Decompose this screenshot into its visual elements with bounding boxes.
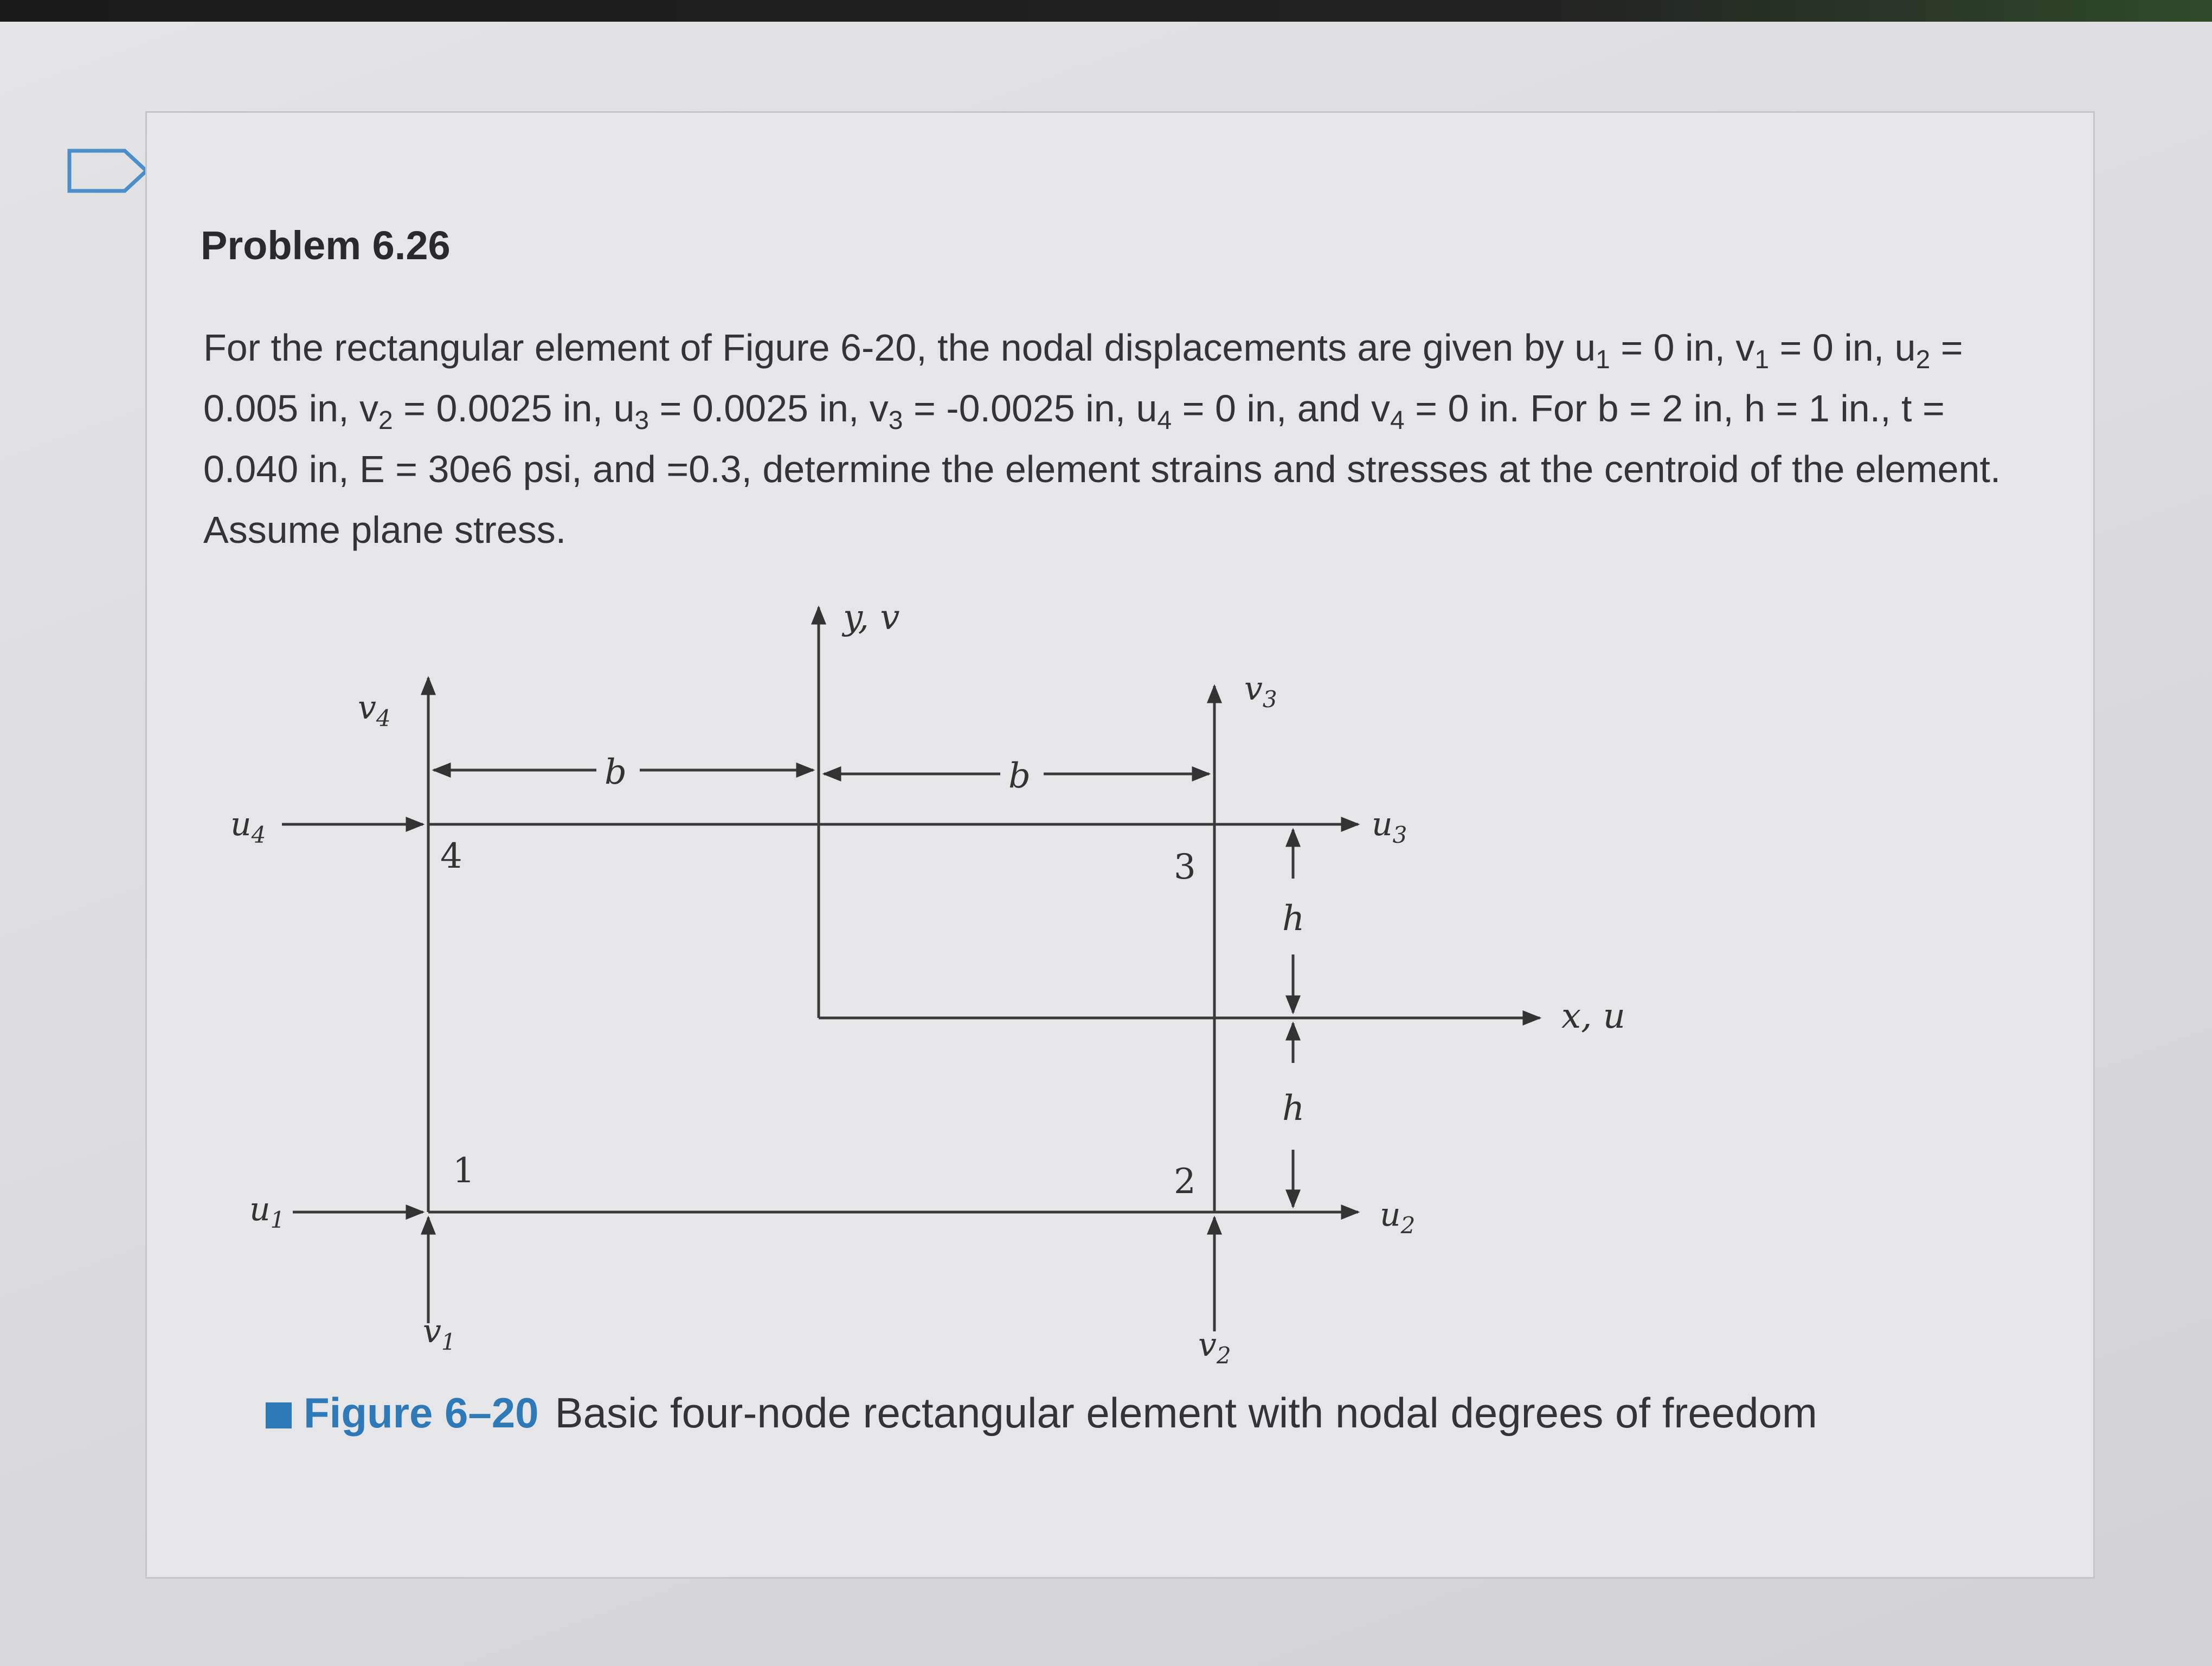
y-axis-label: y, v: [843, 598, 900, 638]
u1-label: $u_1$: [249, 1190, 285, 1233]
node-3-label: 3: [1174, 847, 1196, 887]
caption-figure-number: Figure 6–20: [304, 1389, 539, 1437]
caption-text: Basic four-node rectangular element with nodal degrees of freedom: [555, 1389, 1817, 1437]
v3-label: $v_3$: [1244, 670, 1277, 713]
screen-top-bezel: [0, 0, 2212, 22]
v4-label: $v_4$: [358, 689, 391, 732]
v2-label: $v_2$: [1198, 1326, 1231, 1369]
displacement-v2: $v_2 = 0.0025$ in: [359, 387, 593, 435]
displacement-u2: $u_2 = 0.005$ in: [203, 326, 1963, 430]
u4-label: $u_4$: [230, 805, 266, 848]
question-rest: For b = 2 in, h = 1 in., t = 0.040 in, E = 30e6 psi, and =0.3, determine the element strains and stresses at the centroid of the element. Assume plane stress.: [203, 387, 2001, 551]
u3-label: $u_3$: [1372, 805, 1407, 848]
question-intro: For the rectangular element of Figure 6-20, the nodal displacements are given by: [203, 326, 1564, 369]
displacement-u4: $u_4 = 0$ in: [1136, 387, 1276, 435]
figure-caption: [266, 1388, 1817, 1438]
caption-bullet-icon: [266, 1402, 292, 1428]
problem-title: Problem 6.26: [201, 223, 451, 268]
node-2-label: 2: [1174, 1162, 1196, 1202]
bookmark-icon[interactable]: [65, 146, 152, 195]
v1-label: $v_1$: [423, 1312, 456, 1355]
displacement-v4: and $v_4 = 0$ in: [1297, 387, 1509, 435]
dim-b-left-label: b: [605, 752, 627, 792]
problem-question: [203, 317, 2047, 560]
displacement-v3: $v_3 = -0.0025$ in: [869, 387, 1115, 435]
figure-6-20: [206, 586, 1832, 1421]
dim-b-right-label: b: [1008, 756, 1031, 796]
dim-h-bottom-label: h: [1282, 1088, 1305, 1129]
displacement-v1: $v_1 = 0$ in: [1735, 326, 1874, 374]
dim-h-top-label: h: [1282, 899, 1305, 939]
x-axis-label: x, u: [1561, 996, 1625, 1036]
node-4-label: 4: [440, 836, 462, 876]
displacement-list: $u_1 = 0$ in, $v_1 = 0$ in, $u_2 = 0.005$ in, $v_2 = 0.0025$ in, $u_3 = 0.0025$ in, $v_3 = -0.0025$ in, $u_4 = 0$ in, and $v_4 = 0$ in.: [203, 326, 1963, 435]
node-1-label: 1: [453, 1151, 475, 1191]
displacement-u1: $u_1 = 0$ in: [1574, 326, 1715, 374]
displacement-u3: $u_3 = 0.0025$ in: [613, 387, 848, 435]
u2-label: $u_2$: [1380, 1196, 1416, 1239]
